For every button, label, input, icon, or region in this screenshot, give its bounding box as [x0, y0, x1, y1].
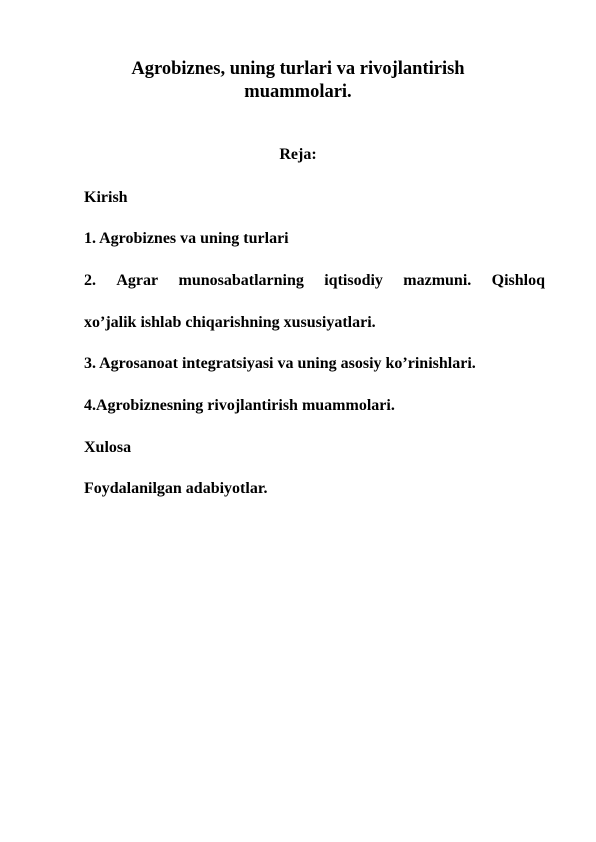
- plan-item-references: Foydalanilgan adabiyotlar.: [84, 480, 268, 497]
- word: 2.: [84, 272, 96, 289]
- word: munosabatlarning: [178, 272, 304, 289]
- plan-item-conclusion: Xulosa: [84, 439, 132, 456]
- plan-item-1: 1. Agrobiznes va uning turlari: [84, 230, 289, 247]
- plan-item-4: 4.Agrobiznesning rivojlantirish muammolari.: [84, 397, 395, 414]
- title-line-1: Agrobiznes, uning turlari va rivojlantirish: [131, 59, 465, 79]
- plan-item-intro: Kirish: [84, 189, 128, 206]
- word: iqtisodiy: [324, 272, 383, 289]
- document-title: [84, 58, 512, 104]
- word: Qishloq: [491, 272, 545, 289]
- title-line-2: muammolari.: [244, 82, 352, 102]
- plan-item-3: 3. Agrosanoat integratsiyasi va uning asosiy ko’rinishlari.: [84, 355, 476, 372]
- plan-item-2-line-2: xo’jalik ishlab chiqarishning xususiyatlari.: [84, 314, 376, 331]
- word: Agrar: [116, 272, 159, 289]
- plan-heading: Reja:: [279, 146, 317, 163]
- plan-item-2-line-1: [84, 271, 545, 291]
- word: mazmuni.: [403, 272, 472, 289]
